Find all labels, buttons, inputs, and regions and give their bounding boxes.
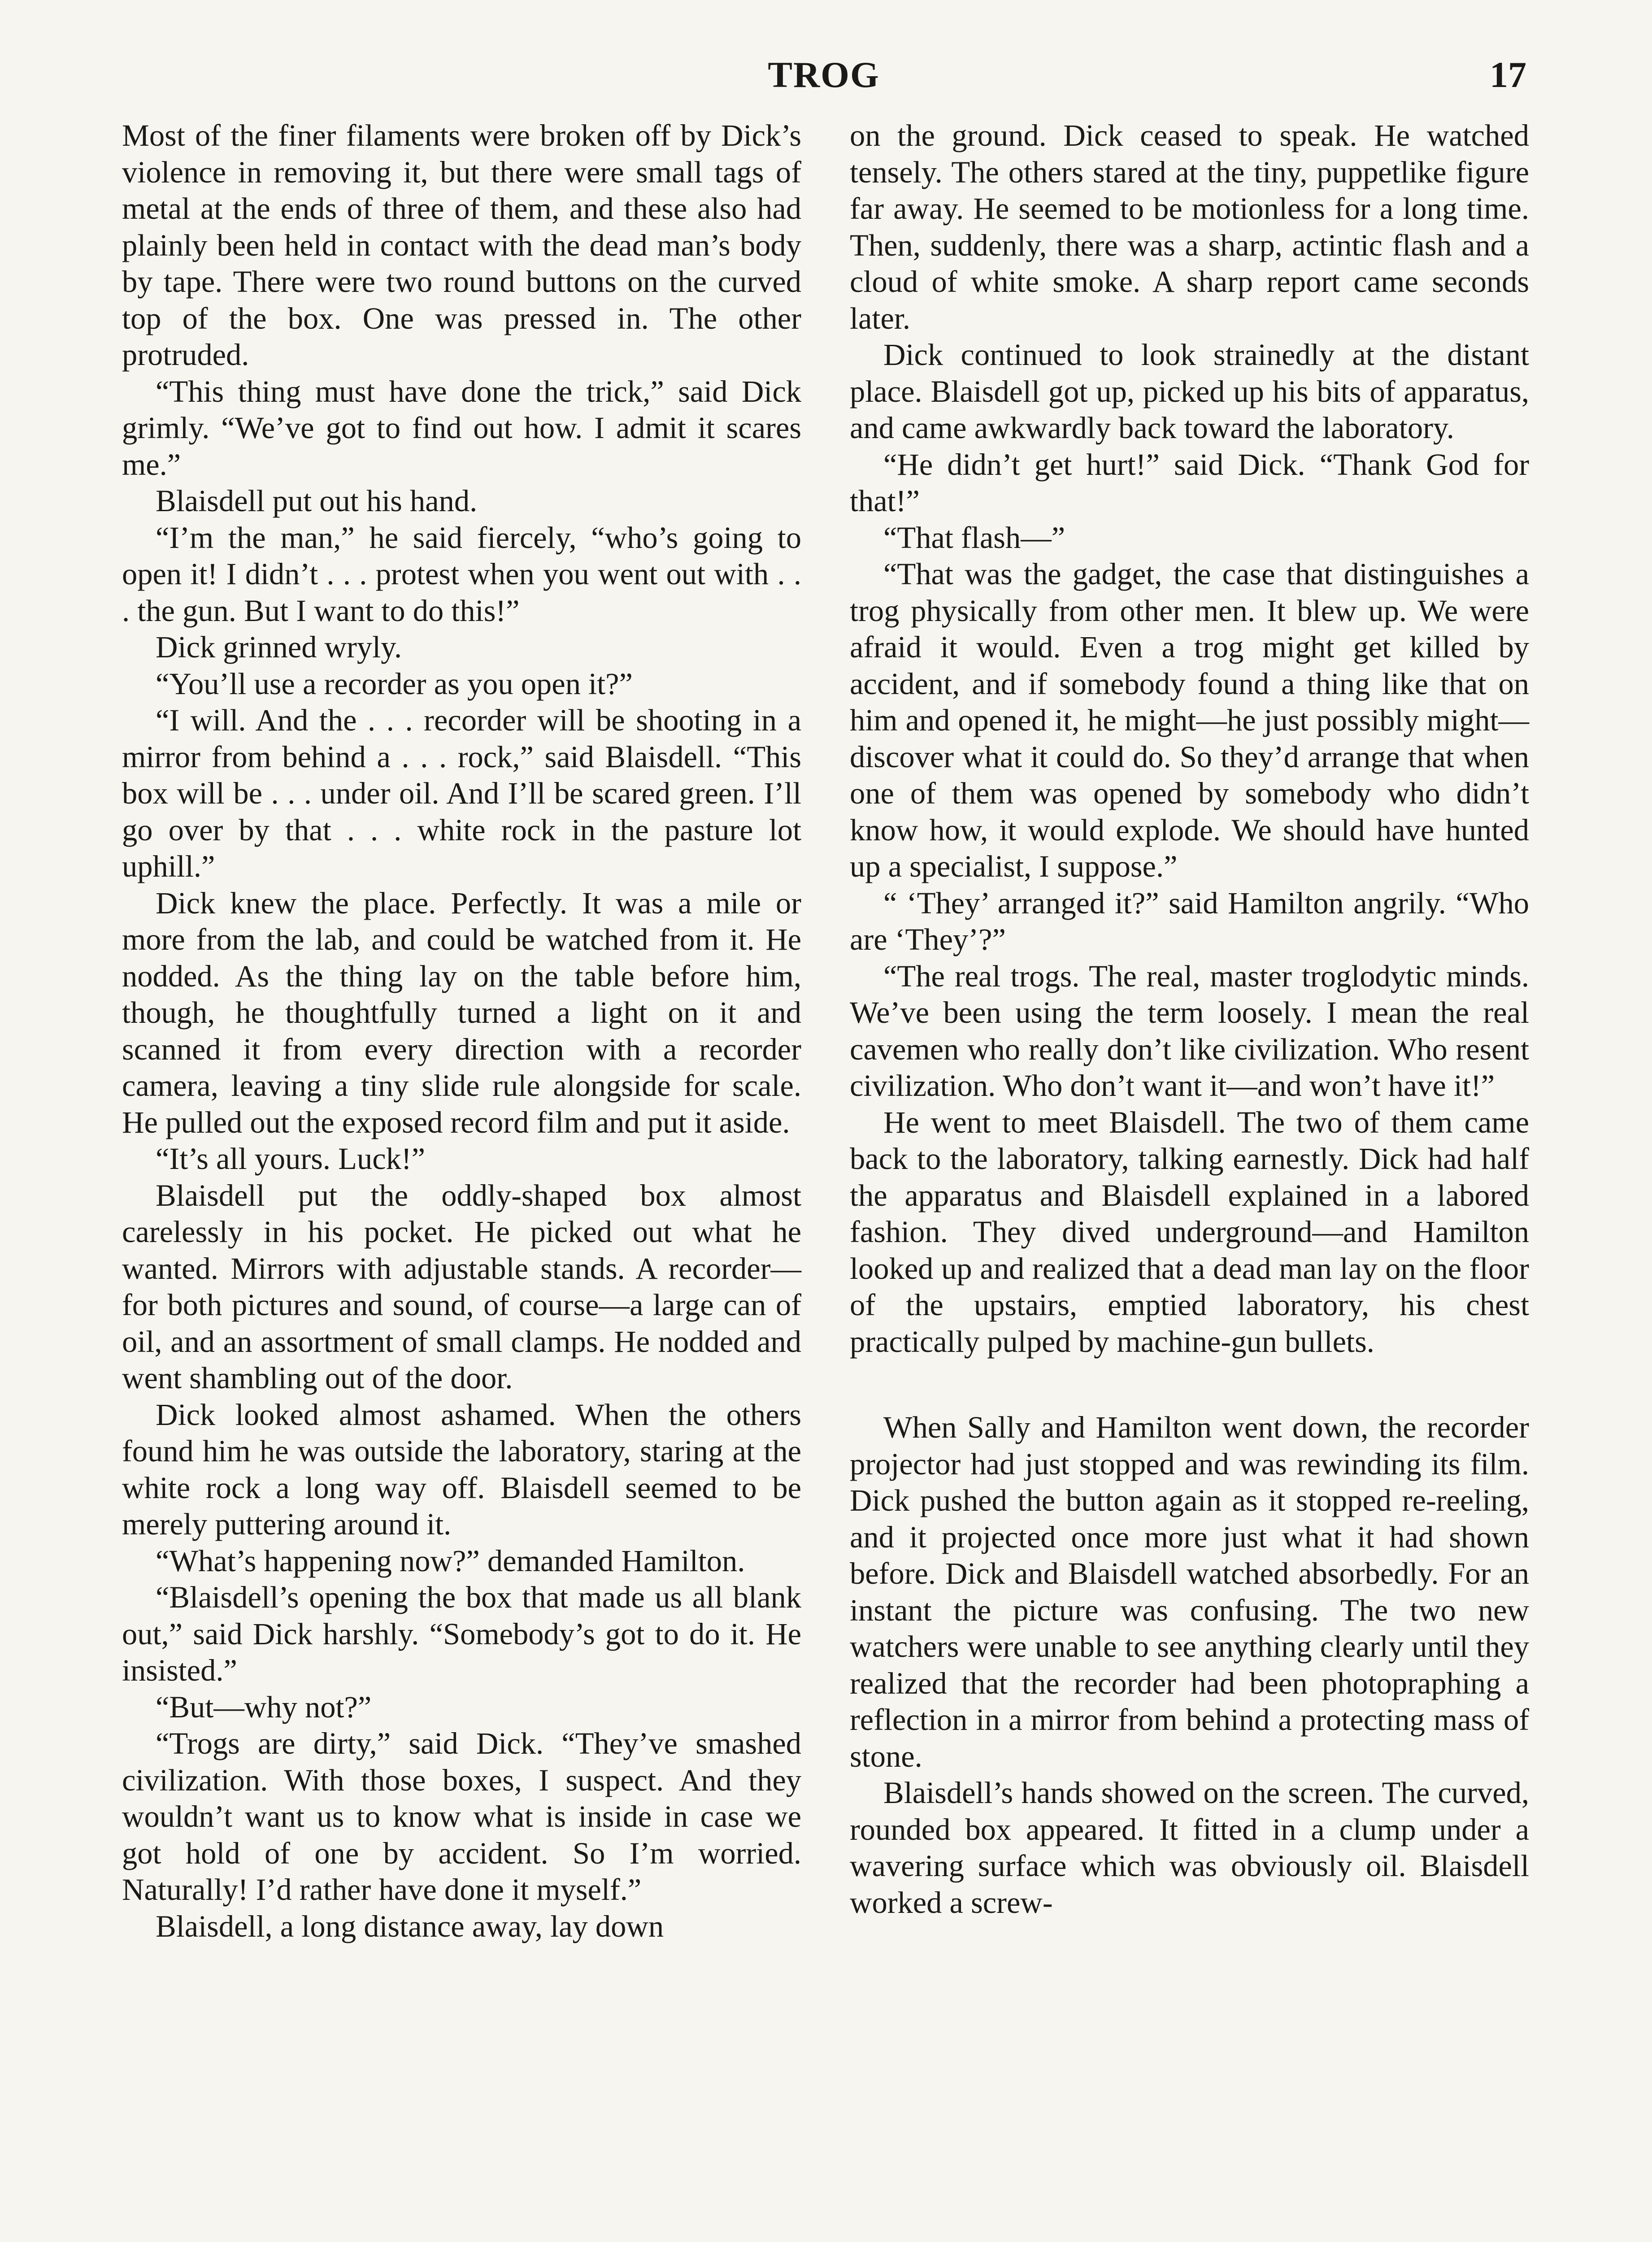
paragraph: “You’ll use a recorder as you open it?”	[156, 666, 633, 701]
paragraph: Blaisdell’s hands showed on the screen. The curved, rounded box appeared. It fitted in a clump under a wavering surface which was obviously oil. Blaisdell worked a screw-	[850, 1776, 1529, 1920]
paragraph: “This thing must have done the trick,” said Dick grimly. “We’ve got to find out how. I admit it scares me.”	[122, 374, 801, 482]
paragraph: He went to meet Blaisdell. The two of them came back to the laboratory, talking earnestly. Dick had half the apparatus and Blaisdell explained in a labored fashion. They dived underground—and Hamilton looked up and realized that a dead man lay on the floor of the upstairs, emptied laboratory, his chest practically pulped by machine-gun bullets.	[850, 1105, 1529, 1359]
running-head	[121, 54, 1526, 103]
paragraph: Blaisdell, a long distance away, lay down	[156, 1909, 664, 1943]
paragraph: “That was the gadget, the case that distinguishes a trog physically from other men. It blew up. We were afraid it would. Even a trog might get killed by accident, and if somebody found a thing like that on him and opened it, he might—he just possibly might—discover what it could do. So they’d arrange that when one of them was opened by somebody who didn’t know how, it would explode. We should have hunted up a specialist, I suppose.”	[850, 557, 1529, 883]
paragraph: Blaisdell put the oddly-shaped box almost carelessly in his pocket. He picked out what he wanted. Mirrors with adjustable stands. A recorder—for both pictures and sound, of course—a large can of oil, and an assortment of small clamps. He nodded and went shambling out of the door.	[122, 1178, 801, 1395]
paragraph: Dick looked almost ashamed. When the others found him he was outside the laboratory, staring at the white rock a long way off. Blaisdell seemed to be merely puttering around it.	[122, 1397, 801, 1541]
page-number: 17	[1490, 54, 1526, 95]
paragraph: on the ground. Dick ceased to speak. He watched tensely. The others stared at the tiny, puppetlike figure far away. He seemed to be motionless for a long time. Then, suddenly, there was a sharp, actintic flash and a cloud of white smoke. A sharp report came seconds later.	[850, 118, 1529, 335]
paragraph: “I’m the man,” he said fiercely, “who’s going to open it! I didn’t . . . protest when you went out with . . . the gun. But I want to do this!”	[122, 520, 801, 628]
paragraph: “It’s all yours. Luck!”	[156, 1142, 426, 1176]
paragraph: “ ‘They’ arranged it?” said Hamilton angrily. “Who are ‘They’?”	[850, 886, 1529, 956]
section-break	[850, 1360, 1529, 1409]
left-text-column	[122, 117, 801, 1945]
paragraph: “Blaisdell’s opening the box that made us all blank out,” said Dick harshly. “Somebody’s got to do it. He insisted.”	[122, 1580, 801, 1687]
paragraph: Dick knew the place. Perfectly. It was a mile or more from the lab, and could be watched from it. He nodded. As the thing lay on the table before him, though, he thoughtfully turned a light on it and scanned it from every direction with a recorder camera, leaving a tiny slide rule alongside for scale. He pulled out the exposed record film and put it aside.	[122, 886, 801, 1139]
paragraph: “Trogs are dirty,” said Dick. “They’ve smashed civilization. With those boxes, I suspect. And they wouldn’t want us to know what is inside in case we got hold of one by accident. So I’m worried. Naturally! I’d rather have done it myself.”	[122, 1726, 801, 1907]
paragraph: “The real trogs. The real, master troglodytic minds. We’ve been using the term loosely. I mean the real cavemen who really don’t like civilization. Who resent civilization. Who don’t want it—and won’t have it!”	[850, 959, 1529, 1103]
paragraph: Dick grinned wryly.	[156, 630, 402, 664]
paragraph: “That flash—”	[883, 520, 1065, 555]
paragraph: Most of the finer filaments were broken off by Dick’s violence in removing it, but there were small tags of metal at the ends of three of them, and these also had plainly been held in contact with the dead man’s body by tape. There were two round buttons on the curved top of the box. One was pressed in. The other protruded.	[122, 118, 801, 372]
paragraph: When Sally and Hamilton went down, the recorder projector had just stopped and was rewinding its film. Dick pushed the button again as it stopped re-reeling, and it projected once more just what it had shown before. Dick and Blaisdell watched absorbedly. For an instant the picture was confusing. The two new watchers were unable to see anything clearly until they realized that the recorder had been photopraphing a reflection in a mirror from behind a protecting mass of stone.	[850, 1410, 1529, 1773]
paragraph: “What’s happening now?” demanded Hamilton.	[156, 1543, 745, 1578]
page-title: TROG	[768, 54, 880, 95]
paragraph: Blaisdell put out his hand.	[156, 484, 478, 518]
paragraph: “But—why not?”	[156, 1690, 372, 1724]
paragraph: Dick continued to look strainedly at the distant place. Blaisdell got up, picked up his bits of apparatus, and came awkwardly back toward the laboratory.	[850, 338, 1529, 445]
right-text-column	[850, 117, 1529, 1921]
paragraph: “He didn’t get hurt!” said Dick. “Thank God for that!”	[850, 447, 1529, 518]
paragraph: “I will. And the . . . recorder will be shooting in a mirror from behind a . . . rock,” said Blaisdell. “This box will be . . . under oil. And I’ll be scared green. I’ll go over by that . . . white rock in the pasture lot uphill.”	[122, 703, 801, 883]
